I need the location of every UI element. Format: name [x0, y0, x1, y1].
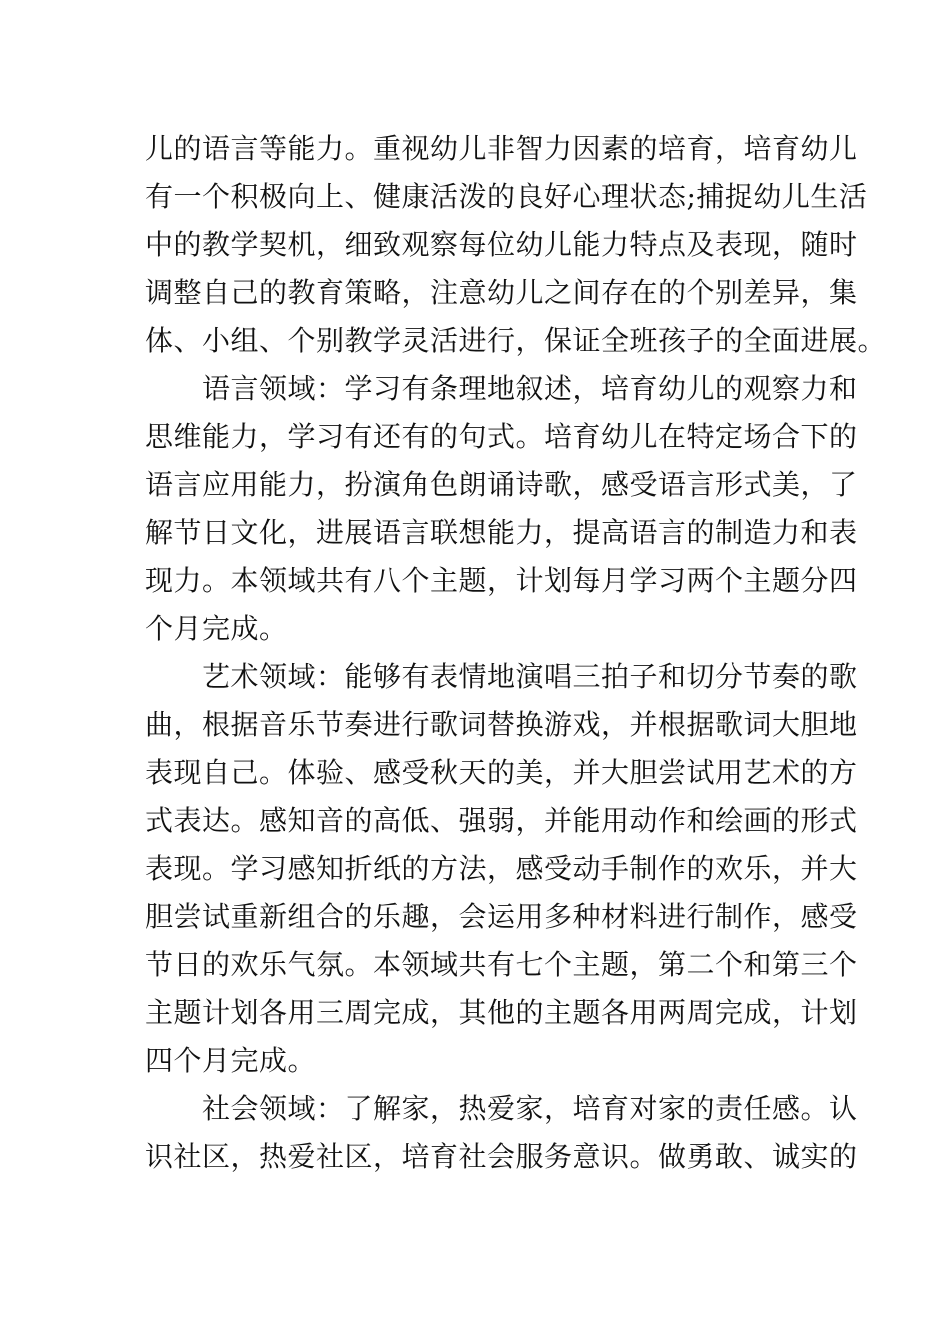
text-line: 四个月完成。 [145, 1044, 317, 1077]
text-line: 思维能力，学习有还有的句式。培育幼儿在特定场合下的 [145, 420, 858, 453]
text-line: 中的教学契机，细致观察每位幼儿能力特点及表现，随时 [145, 228, 858, 261]
text-line: 艺术领域：能够有表情地演唱三拍子和切分节奏的歌 [145, 660, 858, 693]
text-line: 语言应用能力，扮演角色朗诵诗歌，感受语言形式美，了 [145, 468, 858, 501]
body-text [145, 125, 887, 1181]
text-line: 社会领域：了解家，热爱家，培育对家的责任感。认 [145, 1092, 858, 1125]
text-line: 有一个积极向上、健康活泼的良好心理状态;捕捉幼儿生活 [145, 180, 868, 213]
text-line: 识社区，热爱社区，培育社会服务意识。做勇敢、诚实的 [145, 1140, 858, 1173]
text-line: 主题计划各用三周完成，其他的主题各用两周完成，计划 [145, 996, 858, 1029]
text-line: 调整自己的教育策略，注意幼儿之间存在的个别差异，集 [145, 276, 858, 309]
text-line: 儿的语言等能力。重视幼儿非智力因素的培育，培育幼儿 [145, 132, 858, 165]
text-line: 曲，根据音乐节奏进行歌词替换游戏，并根据歌词大胆地 [145, 708, 858, 741]
text-line: 胆尝试重新组合的乐趣，会运用多种材料进行制作，感受 [145, 900, 858, 933]
text-line: 表现自己。体验、感受秋天的美，并大胆尝试用艺术的方 [145, 756, 858, 789]
text-line: 节日的欢乐气氛。本领域共有七个主题，第二个和第三个 [145, 948, 858, 981]
text-line: 现力。本领域共有八个主题，计划每月学习两个主题分四 [145, 564, 858, 597]
text-line: 语言领域：学习有条理地叙述，培育幼儿的观察力和 [145, 372, 858, 405]
text-line: 解节日文化，进展语言联想能力，提高语言的制造力和表 [145, 516, 858, 549]
text-line: 表现。学习感知折纸的方法，感受动手制作的欢乐，并大 [145, 852, 858, 885]
text-line: 个月完成。 [145, 612, 288, 645]
text-line: 式表达。感知音的高低、强弱，并能用动作和绘画的形式 [145, 804, 858, 837]
text-line: 体、小组、个别教学灵活进行，保证全班孩子的全面进展。 [145, 324, 887, 357]
